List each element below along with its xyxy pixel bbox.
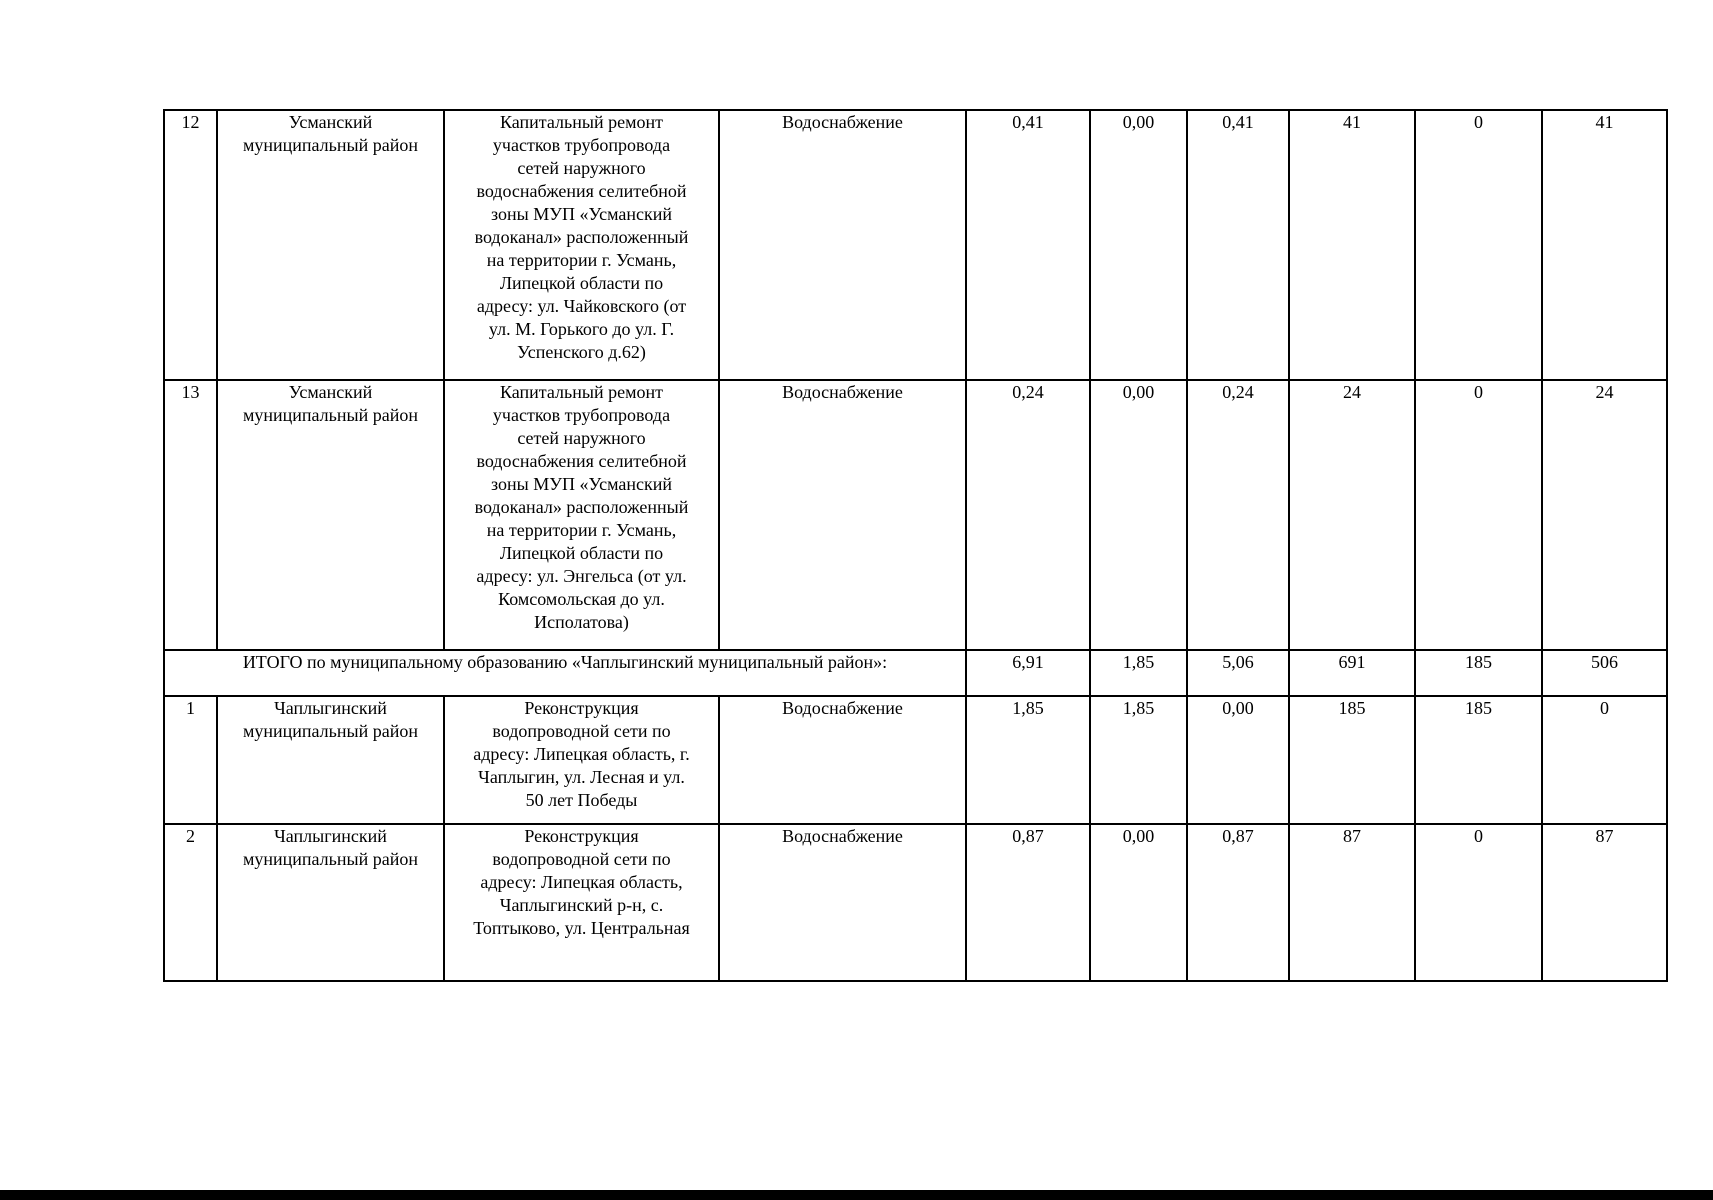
row-number: 13	[164, 380, 217, 650]
description-cell: Реконструкция водопроводной сети по адресу: Липецкая область, Чаплыгинский р-н, с. Топтыково, ул. Центральная	[444, 824, 719, 981]
value-cell: 185	[1415, 696, 1542, 824]
total-value: 6,91	[966, 650, 1090, 696]
value-cell: 185	[1289, 696, 1415, 824]
type-cell: Водоснабжение	[719, 696, 966, 824]
table-row	[164, 824, 1667, 981]
total-value: 185	[1415, 650, 1542, 696]
value-cell: 87	[1542, 824, 1667, 981]
value-cell: 0,41	[1187, 110, 1289, 380]
description-cell: Капитальный ремонт участков трубопровода сетей наружного водоснабжения селитебной зоны МУП «Усманский водоканал» расположенный на территории г. Усмань, Липецкой области по адресу: ул. Чайковского (от ул. М. Горького до ул. Г. Успенского д.62)	[444, 110, 719, 380]
total-value: 5,06	[1187, 650, 1289, 696]
value-cell: 41	[1542, 110, 1667, 380]
total-value: 1,85	[1090, 650, 1187, 696]
value-cell: 0,24	[966, 380, 1090, 650]
total-label: ИТОГО по муниципальному образованию «Чаплыгинский муниципальный район»:	[164, 650, 966, 696]
value-cell: 0,00	[1090, 380, 1187, 650]
table-row	[164, 696, 1667, 824]
district-cell: Чаплыгинский муниципальный район	[217, 696, 444, 824]
value-cell: 0	[1415, 110, 1542, 380]
type-cell: Водоснабжение	[719, 380, 966, 650]
description-cell: Реконструкция водопроводной сети по адресу: Липецкая область, г. Чаплыгин, ул. Лесная и ул. 50 лет Победы	[444, 696, 719, 824]
table-row	[164, 110, 1667, 380]
value-cell: 24	[1289, 380, 1415, 650]
district-cell: Усманский муниципальный район	[217, 380, 444, 650]
row-number: 12	[164, 110, 217, 380]
total-row	[164, 650, 1667, 696]
value-cell: 0,24	[1187, 380, 1289, 650]
description-cell: Капитальный ремонт участков трубопровода сетей наружного водоснабжения селитебной зоны МУП «Усманский водоканал» расположенный на территории г. Усмань, Липецкой области по адресу: ул. Энгельса (от ул. Комсомольская до ул. Исполатова)	[444, 380, 719, 650]
value-cell: 0	[1415, 380, 1542, 650]
value-cell: 1,85	[1090, 696, 1187, 824]
program-table	[163, 109, 1668, 982]
value-cell: 24	[1542, 380, 1667, 650]
value-cell: 0,87	[1187, 824, 1289, 981]
row-number: 2	[164, 824, 217, 981]
district-cell: Усманский муниципальный район	[217, 110, 444, 380]
value-cell: 0,00	[1090, 110, 1187, 380]
value-cell: 0,00	[1090, 824, 1187, 981]
value-cell: 0,41	[966, 110, 1090, 380]
value-cell: 0,87	[966, 824, 1090, 981]
table-row	[164, 380, 1667, 650]
total-value: 506	[1542, 650, 1667, 696]
value-cell: 87	[1289, 824, 1415, 981]
total-value: 691	[1289, 650, 1415, 696]
type-cell: Водоснабжение	[719, 110, 966, 380]
value-cell: 0,00	[1187, 696, 1289, 824]
district-cell: Чаплыгинский муниципальный район	[217, 824, 444, 981]
value-cell: 0	[1542, 696, 1667, 824]
scan-edge-bar	[0, 1190, 1713, 1200]
value-cell: 41	[1289, 110, 1415, 380]
value-cell: 1,85	[966, 696, 1090, 824]
row-number: 1	[164, 696, 217, 824]
value-cell: 0	[1415, 824, 1542, 981]
type-cell: Водоснабжение	[719, 824, 966, 981]
